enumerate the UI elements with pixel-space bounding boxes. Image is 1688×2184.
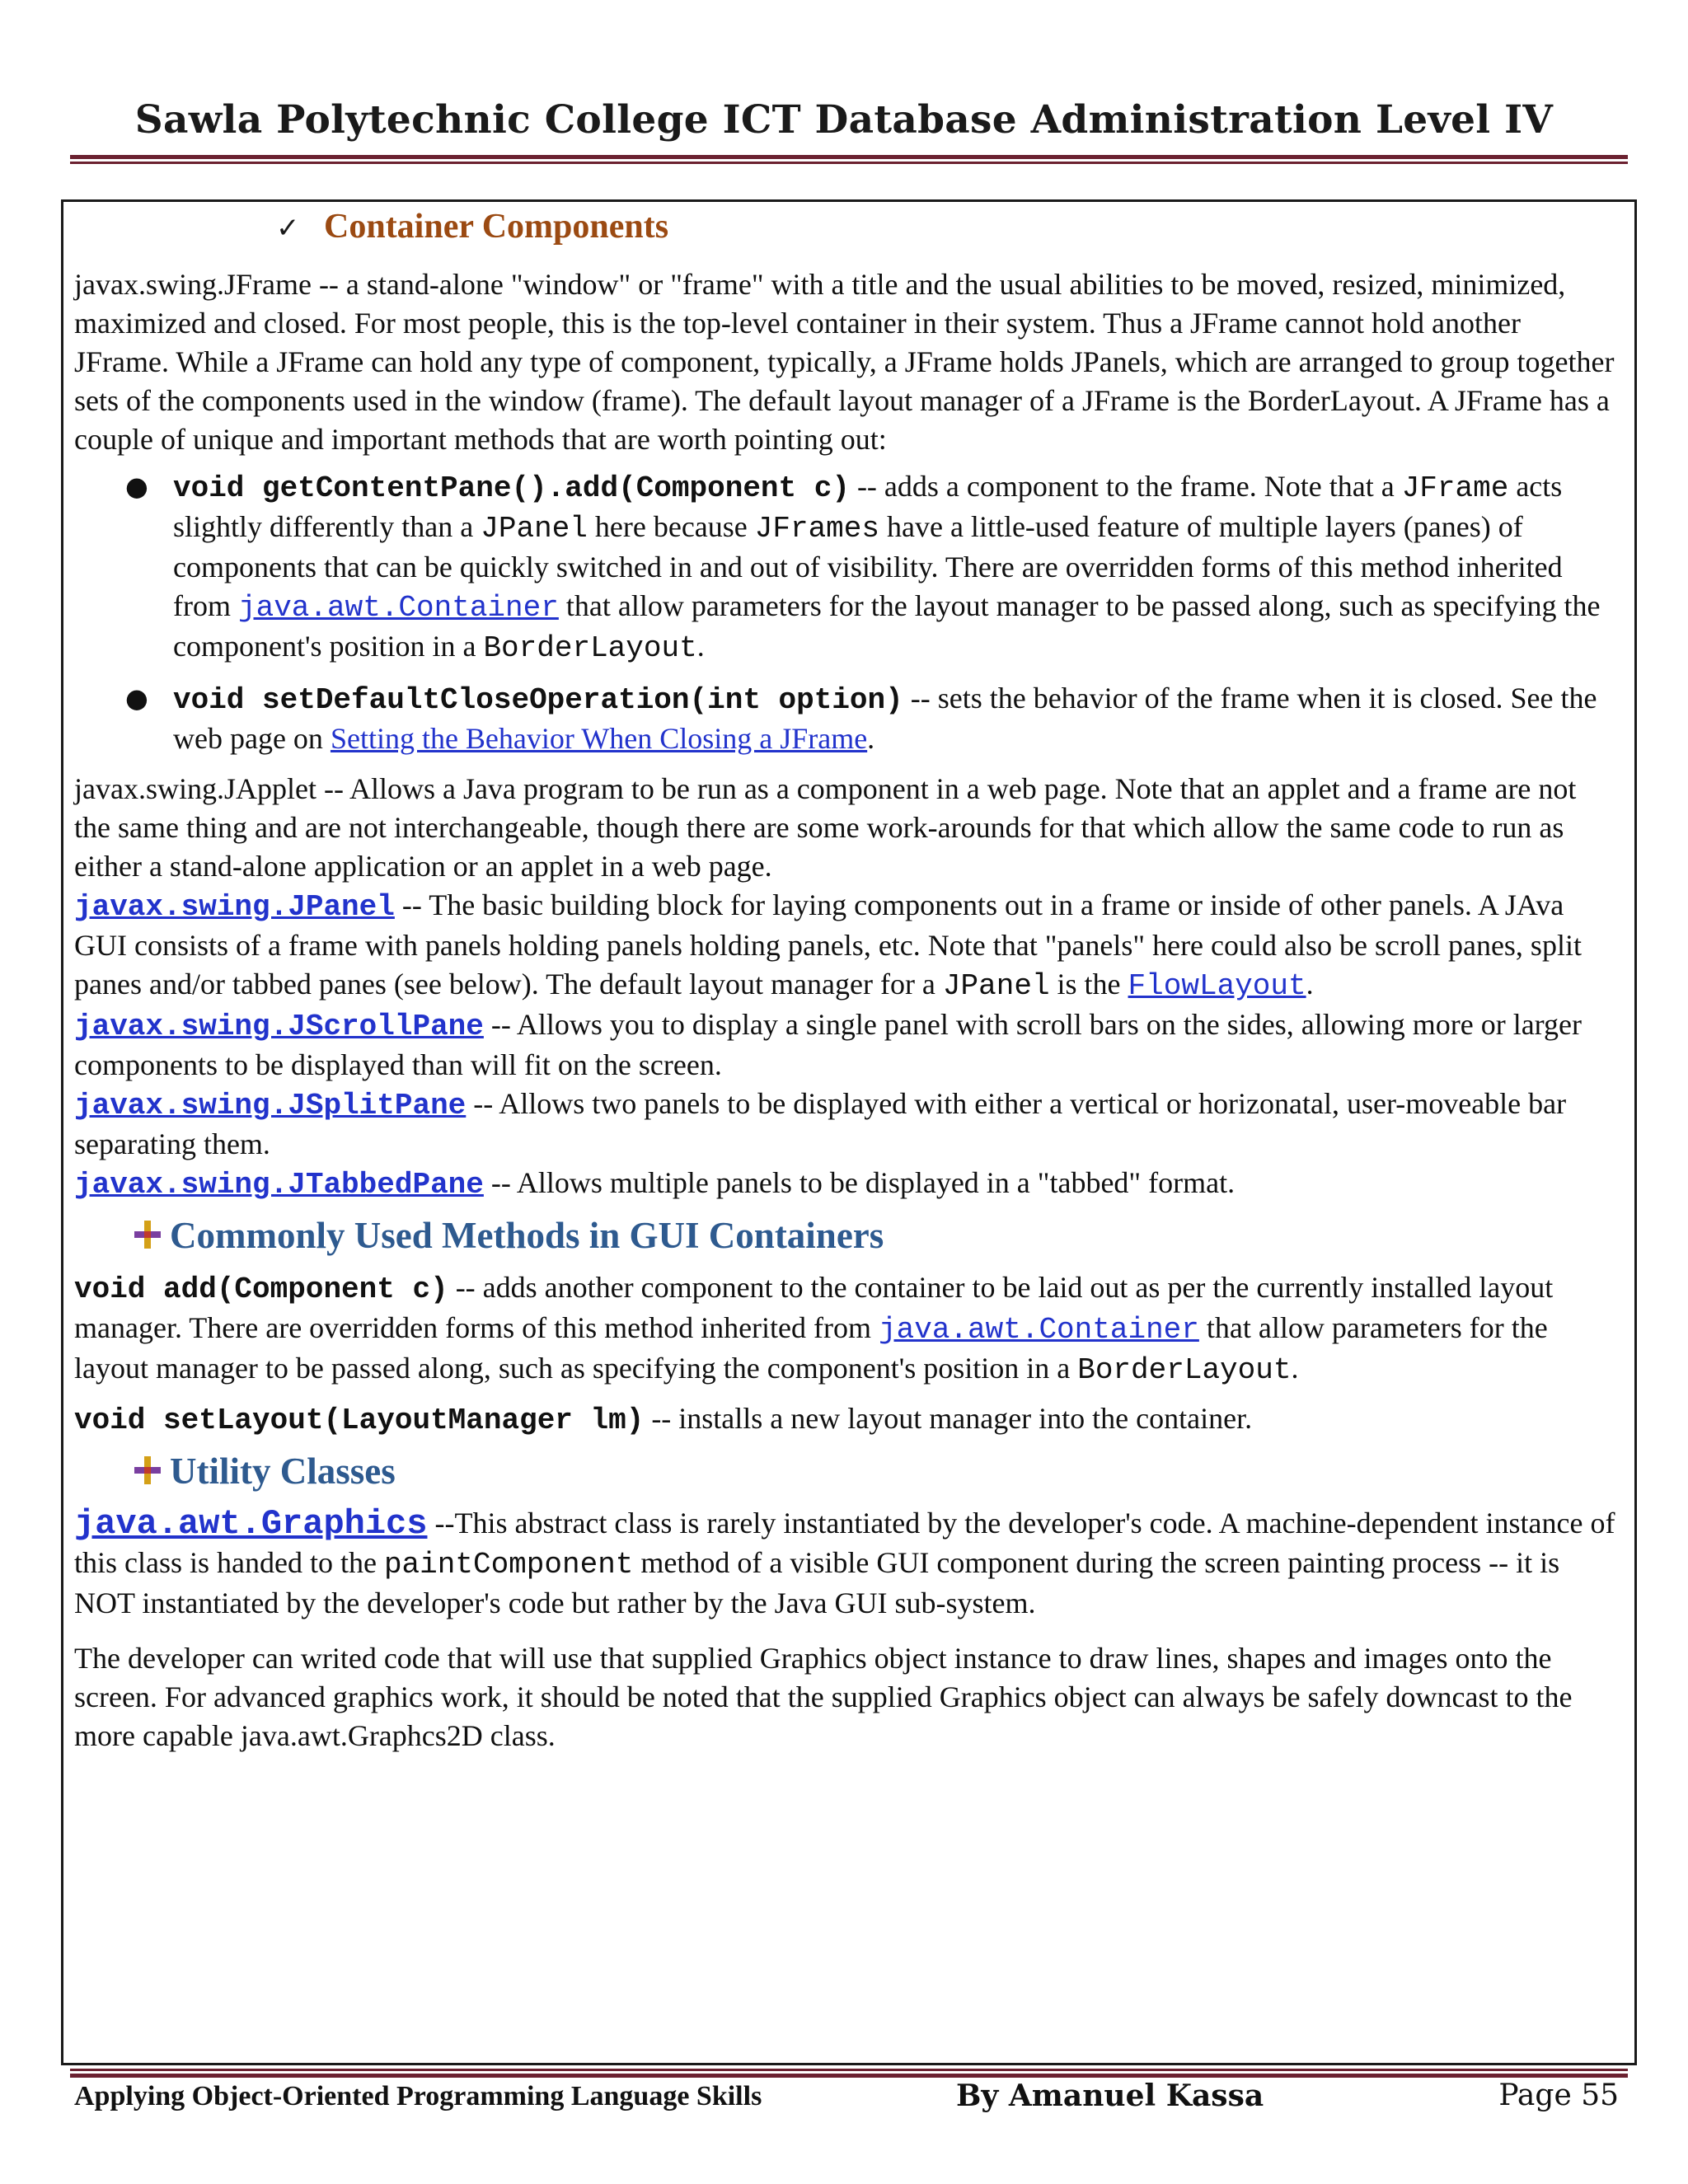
- footer-author: By Amanuel Kassa: [956, 2079, 1264, 2113]
- japplet-paragraph: javax.swing.JApplet -- Allows a Java program to be run as a component in a web page. Note that an applet and a frame are not the same thing and are not interchangeable, though there are some work-arounds for that which allow the same code to run as either a stand-alone application or an applet in a web page.: [74, 772, 1577, 883]
- code-term: BorderLayout: [1077, 1353, 1292, 1387]
- header-divider: [70, 155, 1628, 159]
- jsplitpane-link[interactable]: javax.swing.JSplitPane: [74, 1089, 467, 1122]
- jscrollpane-paragraph: [74, 1005, 1615, 1085]
- jtabbedpane-paragraph: [74, 1164, 1615, 1204]
- text: that allow parameters for the layout manager to be passed along, such as specifying the component's position in a: [74, 1311, 1548, 1385]
- text: that allow parameters for the layout manager to be passed along, such as specifying the component's position in a: [173, 589, 1601, 663]
- jscrollpane-link[interactable]: javax.swing.JScrollPane: [74, 1010, 484, 1043]
- text: -- installs a new layout manager into the container.: [644, 1402, 1253, 1435]
- java-awt-container-link[interactable]: java.awt.Container: [237, 591, 559, 625]
- page-header-title: Sawla Polytechnic College ICT Database Administration Level IV: [134, 97, 1554, 143]
- footer-divider: [70, 2074, 1628, 2078]
- footer-divider-thin: [70, 2069, 1628, 2071]
- text: --This abstract class is rarely instantiated by the developer's code. A machine-dependent instance of this class is handed to the: [74, 1507, 1615, 1579]
- setlayout-paragraph: [74, 1399, 1615, 1440]
- heading-text: Commonly Used Methods in GUI Containers: [170, 1215, 884, 1256]
- code-term: JFrame: [1401, 471, 1509, 505]
- text: -- Allows two panels to be displayed with either a vertical or horizonatal, user-moveable bar separating them.: [74, 1087, 1567, 1160]
- page-content: [74, 208, 1615, 1755]
- text: -- sets the behavior of the frame when it is closed. See the web page on: [173, 682, 1597, 755]
- method-signature: void add(Component c): [74, 1272, 448, 1306]
- code-term: JFrames: [754, 512, 879, 546]
- text: method of a visible GUI component during the screen painting process -- it is NOT instantiated by the developer's code but rather by the Java GUI sub-system.: [74, 1546, 1560, 1619]
- section-bullet-icon: [132, 1218, 165, 1251]
- bullet-icon: ●: [125, 682, 148, 714]
- java-awt-graphics-link[interactable]: java.awt.Graphics: [74, 1504, 428, 1544]
- text: .: [1306, 968, 1314, 1001]
- code-term: BorderLayout: [483, 631, 697, 665]
- jpanel-paragraph: [74, 886, 1615, 1005]
- jpanel-link[interactable]: javax.swing.JPanel: [74, 890, 395, 924]
- method-signature: void setDefaultCloseOperation(int option): [173, 683, 903, 717]
- section-bullet-icon: [132, 1454, 165, 1487]
- jframe-paragraph: javax.swing.JFrame -- a stand-alone "window" or "frame" with a title and the usual abilities to be moved, resized, minimized, maximized and closed. For most people, this is the top-level container in their system. Thus a JFrame cannot hold another JFrame. While a JFrame can hold any type of component, typically, a JFrame holds JPanels, which are arranged to group together sets of the components used in the window (frame). The default layout manager of a JFrame is the BorderLayout. A JFrame has a couple of unique and important methods that are worth pointing out:: [74, 268, 1615, 456]
- graphics-paragraph: [74, 1504, 1615, 1623]
- code-term: JPanel: [481, 512, 588, 546]
- heading-container-components: [276, 208, 1615, 265]
- text: .: [867, 722, 875, 755]
- bullet-icon: ●: [125, 471, 148, 502]
- method-signature: void getContentPane().add(Component c): [173, 471, 850, 505]
- text: have a little-used feature of multiple layers (panes) of components that can be quickly switched in and out of visibility. There are overridden forms of this method inherited from: [173, 510, 1563, 622]
- java-awt-container-link[interactable]: java.awt.Container: [879, 1313, 1199, 1347]
- closing-jframe-link[interactable]: Setting the Behavior When Closing a JFrame: [330, 722, 868, 755]
- footer-course-title: Applying Object-Oriented Programming Language Skills: [74, 2081, 762, 2111]
- header-divider-thin: [70, 162, 1628, 164]
- page-number: Page 55: [1498, 2079, 1619, 2112]
- code-term: paintComponent: [383, 1548, 634, 1582]
- jtabbedpane-link[interactable]: javax.swing.JTabbedPane: [74, 1168, 484, 1202]
- flowlayout-link[interactable]: FlowLayout: [1128, 969, 1306, 1003]
- text: is the: [1049, 968, 1128, 1001]
- text: -- Allows you to display a single panel with scroll bars on the sides, allowing more or larger components to be displayed than will fit on the screen.: [74, 1008, 1582, 1081]
- text: .: [1291, 1352, 1299, 1385]
- add-method-paragraph: [74, 1268, 1615, 1390]
- method-signature: void setLayout(LayoutManager lm): [74, 1404, 645, 1437]
- list-item: [74, 679, 1615, 758]
- code-term: JPanel: [942, 969, 1050, 1003]
- text: .: [696, 630, 705, 663]
- text: acts slightly differently than a: [173, 470, 1563, 543]
- heading-utility-classes: [132, 1448, 1615, 1494]
- heading-common-methods: [132, 1212, 1615, 1258]
- jframe-methods-list: [74, 467, 1615, 758]
- text: here because: [587, 510, 755, 543]
- list-item: [74, 467, 1615, 668]
- heading-text: Container Components: [324, 208, 669, 246]
- heading-text: Utility Classes: [170, 1451, 396, 1492]
- text: -- The basic building block for laying components out in a frame or inside of other panels. A JAva GUI consists of a frame with panels holding panels holding panels, etc. Note that "panels" here could also be scroll panes, split panes and/or tabbed panes (see below). The default layout manager for a: [74, 888, 1582, 1001]
- text: -- Allows multiple panels to be displayed in a "tabbed" format.: [483, 1166, 1236, 1199]
- text: -- adds a component to the frame. Note that a: [849, 470, 1402, 503]
- text: -- adds another component to the container to be laid out as per the currently installed layout manager. There are overridden forms of this method inherited from: [74, 1271, 1554, 1344]
- checkmark-icon: ✓: [276, 212, 300, 245]
- developer-paragraph: The developer can writed code that will use that supplied Graphics object instance to draw lines, shapes and images onto the screen. For advanced graphics work, it should be noted that the supplied Graphics object can always be safely downcast to the more capable java.awt.Graphcs2D class.: [74, 1642, 1573, 1752]
- jsplitpane-paragraph: [74, 1085, 1615, 1164]
